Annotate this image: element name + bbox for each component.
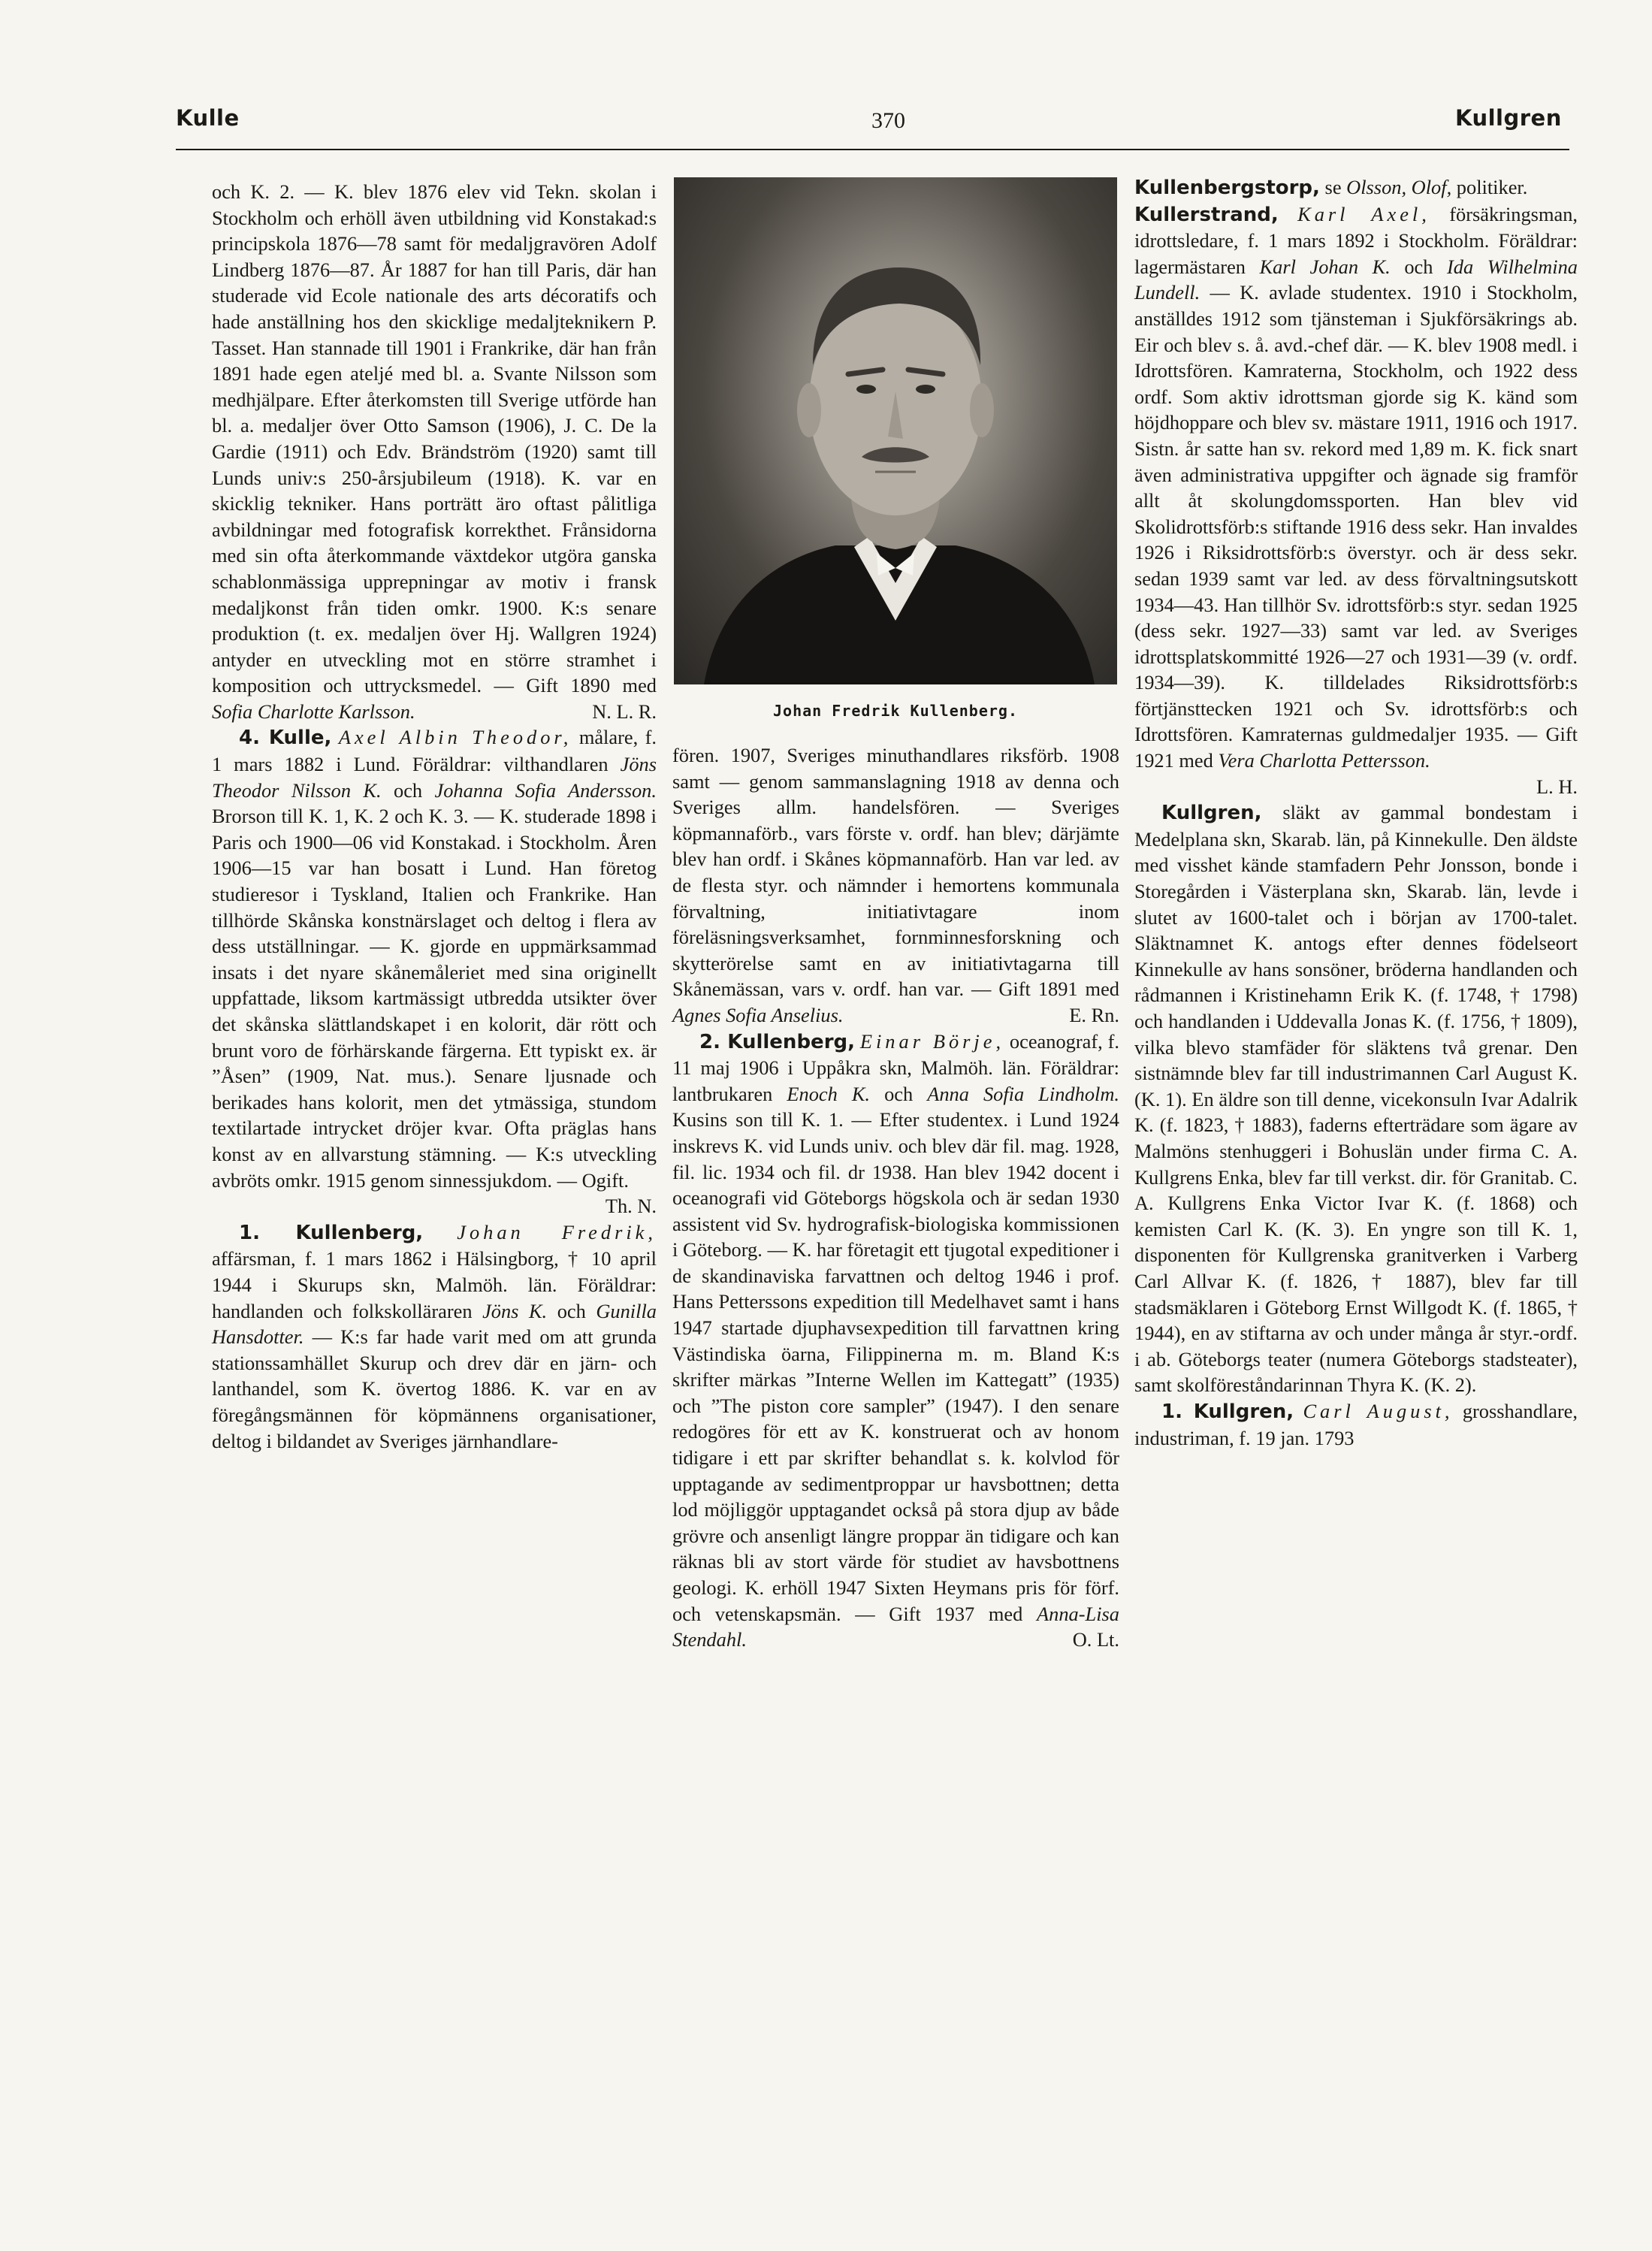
spouse-name: Anna-Lisa Stendahl. xyxy=(672,1602,1119,1651)
header-rule xyxy=(176,149,1569,150)
portrait-photo xyxy=(674,177,1117,684)
column-right xyxy=(1134,174,1578,1451)
signature: Th. N. xyxy=(605,1195,657,1218)
entry-kullerstrand: Kullerstrand, Karl Axel, försäkringsman, idrottsledare, f. 1 mars 1892 i Stockholm. Föräldrar: lagermästaren Karl Johan K. och Ida Wilhelmina Lundell. — K. avlade studentex. 1910 i Stockholm, anställdes 1912 som tjänsteman i Sjukförsäkrings ab. Eir och blev s. å. avd.-chef där. — K. blev 1908 medl. i Idrottsfören. Kamraterna, Stockholm, och 1922 dess ordf. Som aktiv idrottsman gjorde sig K. känd som höjdhoppare och blev sv. mästare 1911, 1916 och 1917. Sistn. år satte han sv. rekord med 1,89 m. K. fick snart även administrativa uppgifter och ägnade sig framför allt åt skolungdomssporten. Han blev vid Skolidrottsförb:s stiftande 1916 dess sekr. Han invaldes 1926 i Riksidrottsförb:s överstyr. och är dess sekr. sedan 1939 samt var led. av dess förvaltningsutskott 1934—43. Han tillhör Sv. idrottsförb:s styr. sedan 1925 (dess sekr. 1927—33) samt var led. av Sveriges idrottsplatskommitté 1926—27 och 1931—39 (v. ordf. 1934—39). K. tilldelades Riksidrottsförb:s förtjänsttecken 1921 och Sv. idrottsförb:s och Idrottsfören. Kamraternas guldmedaljer 1935. — Gift 1921 med Vera Charlotta Pettersson. xyxy=(1134,202,1578,772)
entry-kullgren-1: 1. Kullgren, Carl August, grosshandlare, industriman, f. 19 jan. 1793 xyxy=(1134,1399,1578,1449)
entry-kullenbergstorp: Kullenbergstorp, se Olsson, Olof, politiker. xyxy=(1134,176,1528,199)
column-left xyxy=(212,179,657,1454)
page-number: 370 xyxy=(871,108,905,133)
paragraph-kullenberg-1-continuation: fören. 1907, Sveriges minuthandlares riksförb. 1908 samt — genom sammanslagning 1918 av denna och Sveriges allm. handelsfören. — Sveriges köpmannaförb., vars förste v. ordf. han blev; därjämte blev han ordf. i Skånes köpmannaförb. Han var led. av de flesta styr. och nämnder i hemortens kommunala förvaltning, initiativtagare inom föreläsningsverksamhet, fornminnesforskning och skytterörelse samt en av initiativtagarna till Skånemässan, vars v. ordf. han var. — Gift 1891 med Agnes Sofia Anselius. E. Rn. xyxy=(672,742,1119,1029)
entry-name: Einar Börje, xyxy=(859,1029,1005,1053)
entry-heading: 4. Kulle, xyxy=(239,727,332,750)
entry-heading: 1. Kullgren, xyxy=(1161,1400,1294,1423)
photo-caption: Johan Fredrik Kullenberg. xyxy=(772,702,1019,720)
running-head-right: Kullgren xyxy=(1455,105,1562,131)
entry-name: Axel Albin Theodor, xyxy=(338,726,572,749)
signature: E. Rn. xyxy=(1069,1003,1119,1026)
running-head-left: Kulle xyxy=(176,105,240,131)
signature: O. Lt. xyxy=(1072,1628,1119,1651)
cross-reference: Olsson, Olof, xyxy=(1346,176,1452,198)
entry-name: Karl Axel, xyxy=(1297,202,1430,225)
signature: N. L. R. xyxy=(592,699,657,723)
entry-name: Carl August, xyxy=(1303,1399,1454,1422)
entry-heading: 2. Kullenberg, xyxy=(699,1030,855,1053)
portrait-photo-icon xyxy=(674,177,1117,684)
entry-kullgren: Kullgren, släkt av gammal bondestam i Medelplana skn, Skarab. län, på Kinnekulle. Den äldste med visshet kände stamfadern Pehr Jonsson, bonde i Storegården i Västerplana skn, Skarab. län, levde i slutet av 1600-talet och i början av 1700-talet. Släktnamnet K. antogs efter dennes födelseort Kinnekulle av hans sonsöner, bröderna handlanden och rådmannen i Kristinehamn Erik K. (f. 1748, † 1798) och handlanden i Uddevalla Jonas K. (f. 1756, † 1809), vilka blevo stamfäder för släktens två grenar. Den sistnämnde blev far till industrimannen Carl August K. (K. 1). En äldre son till denne, vicekonsuln Ivar Adalrik K. (f. 1823, † 1883), faderns efterträdare som ägare av Malmöns stenhuggeri i Bohuslän under firma C. A. Kullgrens Enka, blev far till verkst. dir. för Granitab. C. A. Kullgrens Enka Victor Ivar K. (f. 1868) och kemisten Carl K. (K. 3). En yngre son till K. 1, disponenten för Kullgrenska granitverken i Varberg Carl Allvar K. (f. 1826, † 1887), blev far till stadsmäklaren i Göteborg Ernst Willgodt K. (f. 1865, † 1944), en av stiftarna av och under många år styr.-ordf. i ab. Göteborgs teater (numera Göteborgs stadsteater), samt skolföreståndarinnan Thyra K. (K. 2). xyxy=(1134,801,1578,1397)
entry-name: Johan Fredrik, xyxy=(457,1220,657,1243)
paragraph-k3-continuation: och K. 2. — K. blev 1876 elev vid Tekn. skolan i Stockholm och erhöll även utbildning vid Konstakad:s principskola 1876—78 samt för medaljgravören Adolf Lindberg 1876—87. År 1887 for han till Paris, där han studerade vid Ecole nationale des arts décoratifs och hade anställning hos den skicklige medaljteknikern P. Tasset. Han stannade till 1901 i Frankrike, där han från 1891 hade egen ateljé med bl. a. Svante Nilsson som medhjälpare. Efter återkomsten till Sverige utförde han bl. a. medaljer över Otto Samson (1906), J. C. De la Gardie (1911) och Edv. Brändström (1920) samt till Lunds univ:s 250-årsjubileum (1918). K. var en skicklig tekniker. Hans porträtt äro oftast pålitliga avbildningar med fotografisk korrekthet. Frånsidorna med sin ofta återkommande växtdekor utgöra ganska schablonmässiga upprepningar av motiv i fransk medaljkonst från tiden omkr. 1900. K:s senare produktion (t. ex. medaljen över Hj. Wallgren 1924) antyder en utveckling mot en större stramhet i komposition och uttrycksmedel. — Gift 1890 med Sofia Charlotte Karlsson. N. L. R. xyxy=(212,179,657,724)
entry-heading: Kullgren, xyxy=(1161,802,1262,825)
entry-heading: Kullenbergstorp, xyxy=(1134,177,1320,199)
entry-heading: Kullerstrand, xyxy=(1134,203,1279,226)
spouse-name: Agnes Sofia Anselius. xyxy=(672,1003,844,1026)
spouse-name: Sofia Charlotte Karlsson. xyxy=(212,699,415,723)
entry-kulle-4: 4. Kulle, Axel Albin Theodor, målare, f. 1 mars 1882 i Lund. Föräldrar: vilthandlaren Jöns Theodor Nilsson K. och Johanna Sofia Andersson. Brorson till K. 1, K. 2 och K. 3. — K. studerade 1898 i Paris och 1900—06 vid Konstakad. i Stockholm. Åren 1906—15 var han bosatt i Lund. Han företog studieresor i Tyskland, Italien och Frankrike. Han tillhörde Skånska konstnärslaget och deltog i flera av dess utställningar. — K. gjorde en uppmärksammad insats i det nyare skånemåleriet med sina originellt uppfattade, liksom kartmässigt utbredda utsikter över det skånska slättlandskapet i en kolorit, där rött och brunt voro de förhärskande färgerna. Ett typiskt ex. är ”Åsen” (1909, Nat. mus.). Senare ljusnade och berikades hans kolorit, men det ytmässiga, stundom textilartade intrycket dröjer kvar. Ofta präglas hans konst av en allvarstung stämning. — K:s utveckling avbröts omkr. 1915 genom sinnessjukdom. — Ogift. xyxy=(212,726,657,1192)
column-middle xyxy=(672,742,1119,1653)
entry-kullenberg-1: 1. Kullenberg, Johan Fredrik, affärsman, f. 1 mars 1862 i Hälsingborg, † 10 april 1944 i Skurups skn, Malmöh. län. Föräldrar: handlanden och folkskolläraren Jöns K. och Gunilla Hansdotter. — K:s far hade varit med om att grunda stationssamhället Skurup och drev där en järn- och lanthandel, som K. övertog 1886. K. var en av föregångsmännen för köpmännens organisationer, deltog i bildandet av Sveriges järnhandlare- xyxy=(212,1220,657,1452)
entry-kullenberg-2: 2. Kullenberg, Einar Börje, oceanograf, f. 11 maj 1906 i Uppåkra skn, Malmöh. län. Föräldrar: lantbrukaren Enoch K. och Anna Sofia Lindholm. Kusins son till K. 1. — Efter studentex. i Lund 1924 inskrevs K. vid Lunds univ. och blev där fil. mag. 1928, fil. lic. 1934 och fil. dr 1938. Han blev 1942 docent i oceanografi vid Göteborgs högskola och är sedan 1930 assistent vid Sv. hydrografisk-biologiska kommissionen i Göteborg. — K. har företagit ett tjugotal expeditioner i de skandinaviska farvattnen och deltog 1946 i prof. Hans Petterssons expedition till Medelhavet samt i hans 1947 startade djuphavsexpedition till farvattnen kring Västindiska öarna, Filippinerna m. m. Bland K:s skrifter märkas ”Interne Wellen im Kattegatt” (1935) och ”The piston core sampler” (1947). I den senare redogöres för ett av K. konstruerat och av honom tidigare i ett par skrifter behandlat s. k. kolvlod för upptagande av sedimentproppar ur havsbottnen; detta lod möjliggör upptagandet också på stora djup av både grövre och ansenligt längre proppar än tidigare och kan räknas bli av stort värde för studiet av havsbottnens geologi. K. erhöll 1947 Sixten Heymans pris för förf. och vetenskapsmän. — Gift 1937 med Anna-Lisa Stendahl. O. Lt. xyxy=(672,1029,1119,1653)
spouse-name: Vera Charlotta Pettersson. xyxy=(1218,749,1430,772)
entry-heading: 1. Kullenberg, xyxy=(239,1221,424,1244)
signature: L. H. xyxy=(1536,775,1578,798)
